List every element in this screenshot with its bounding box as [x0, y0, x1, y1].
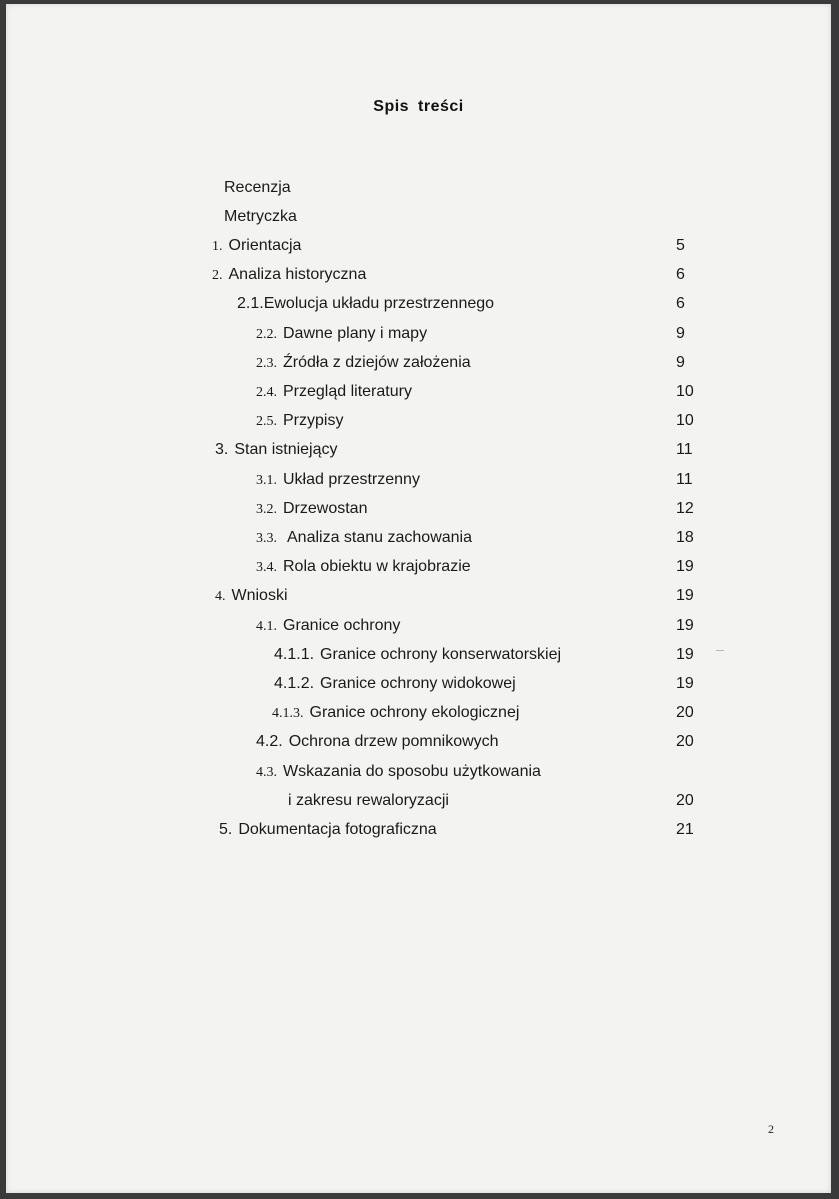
- toc-entry-number: 3.1.: [256, 473, 277, 488]
- toc-entry-2-3: [256, 351, 471, 375]
- toc-entry-2-5: [256, 409, 343, 433]
- toc-entry-page: 10: [676, 412, 694, 429]
- toc-entry-4-2: [256, 730, 499, 754]
- toc-entry-3-4: [256, 555, 471, 579]
- toc-entry-label: Wnioski: [231, 587, 288, 604]
- toc-entry-page: 19: [676, 617, 694, 634]
- toc-entry-page: 5: [676, 237, 685, 254]
- toc-entry-label: Analiza stanu zachowania: [287, 529, 473, 546]
- toc-entry-number: 3.3.: [256, 531, 277, 546]
- toc-entry-page: 20: [676, 733, 694, 750]
- toc-entry-metryczka: [224, 205, 297, 229]
- toc-entry-number: 3.2.: [256, 502, 277, 517]
- toc-entry-page: 20: [676, 704, 694, 721]
- toc-entry-number: 3.: [215, 441, 229, 458]
- toc-entry-label: Źródła z dziejów założenia: [283, 354, 471, 371]
- toc-entry-2: [212, 263, 366, 287]
- toc-entry-4-3-continuation: [288, 789, 449, 813]
- toc-entry-recenzja: [224, 176, 291, 200]
- toc-entry-label: Przypisy: [283, 412, 344, 429]
- toc-entry-number: 2.: [212, 268, 223, 283]
- toc-entry-label: Granice ochrony konserwatorskiej: [320, 646, 562, 663]
- toc-entry-2-4: [256, 380, 412, 404]
- toc-entry-label: Dawne plany i mapy: [283, 325, 428, 342]
- toc-entry-3-2: [256, 497, 367, 521]
- toc-entry-number: 4.1.2.: [274, 675, 315, 692]
- toc-entry-label: Układ przestrzenny: [283, 471, 420, 488]
- toc-entry-page: 19: [676, 558, 694, 575]
- toc-entry-1: [212, 234, 301, 258]
- toc-entry-page: 19: [676, 646, 694, 663]
- toc-entry-label: Stan istniejący: [234, 441, 338, 458]
- page-number: 2: [768, 1122, 774, 1136]
- toc-entry-label: Ewolucja układu przestrzennego: [263, 295, 495, 312]
- toc-entry-label: Analiza historyczna: [228, 266, 367, 283]
- toc-entry-page: 12: [676, 500, 694, 517]
- toc-entry-label: Wskazania do sposobu użytkowania: [283, 763, 541, 780]
- toc-entry-4-3: [256, 760, 541, 784]
- toc-entry-page: 19: [676, 587, 694, 604]
- toc-entry-page: 11: [676, 441, 693, 458]
- toc-entry-page: 10: [676, 383, 694, 400]
- toc-entry-number: 5.: [219, 821, 233, 838]
- toc-entry-label: Drzewostan: [283, 500, 368, 517]
- toc-entry-5: [219, 818, 437, 842]
- toc-entry-label: Granice ochrony: [283, 617, 401, 634]
- toc-entry-number: 2.4.: [256, 385, 277, 400]
- toc-entry-2-1: [237, 292, 494, 316]
- toc-entry-4-1: [256, 614, 400, 638]
- toc-entry-4-1-3: [272, 701, 519, 725]
- toc-entry-3-1: [256, 468, 420, 492]
- toc-entry-3-3: [256, 526, 472, 550]
- toc-entry-4: [215, 584, 288, 608]
- toc-entry-page: 6: [676, 295, 685, 312]
- scan-mark: [716, 650, 724, 651]
- toc-entry-label: Granice ochrony ekologicznej: [309, 704, 520, 721]
- toc-entry-label: Granice ochrony widokowej: [320, 675, 516, 692]
- document-page: [6, 4, 831, 1193]
- toc-entry-4-1-2: [274, 672, 516, 696]
- toc-entry-number: 3.4.: [256, 560, 277, 575]
- toc-entry-label: Recenzja: [224, 179, 291, 196]
- toc-entry-label: Przegląd literatury: [283, 383, 412, 400]
- toc-entry-number: 4.1.1.: [274, 646, 315, 663]
- toc-entry-page: 6: [676, 266, 685, 283]
- toc-entry-page: 18: [676, 529, 694, 546]
- toc-entry-page: 21: [676, 821, 694, 838]
- toc-entry-label: Orientacja: [228, 237, 302, 254]
- toc-entry-label: Ochrona drzew pomnikowych: [288, 733, 499, 750]
- toc-entry-number: 2.2.: [256, 327, 277, 342]
- toc-entry-4-1-1: [274, 643, 561, 667]
- toc-entry-page: 9: [676, 325, 685, 342]
- toc-entry-2-2: [256, 322, 427, 346]
- toc-entry-3: [215, 438, 338, 462]
- toc-entry-number: 4.3.: [256, 765, 277, 780]
- toc-entry-label: Dokumentacja fotograficzna: [238, 821, 437, 838]
- toc-entry-number: 4.2.: [256, 733, 283, 750]
- toc-entry-page: 19: [676, 675, 694, 692]
- toc-entry-number: 2.1.: [237, 295, 264, 312]
- toc-entry-number: 1.: [212, 239, 223, 254]
- toc-entry-number: 4.: [215, 589, 226, 604]
- toc-entry-number: 4.1.3.: [272, 706, 304, 721]
- toc-entry-page: 11: [676, 471, 693, 488]
- toc-entry-number: 4.1.: [256, 619, 277, 634]
- toc-entry-label: Rola obiektu w krajobrazie: [283, 558, 471, 575]
- toc-entry-number: 2.3.: [256, 356, 277, 371]
- toc-entry-label: i zakresu rewaloryzacji: [288, 792, 449, 809]
- toc-entry-page: 20: [676, 792, 694, 809]
- page-title: Spis treści: [373, 98, 464, 115]
- toc-entry-page: 9: [676, 354, 685, 371]
- toc-entry-number: 2.5.: [256, 414, 277, 429]
- toc-entry-label: Metryczka: [224, 208, 297, 225]
